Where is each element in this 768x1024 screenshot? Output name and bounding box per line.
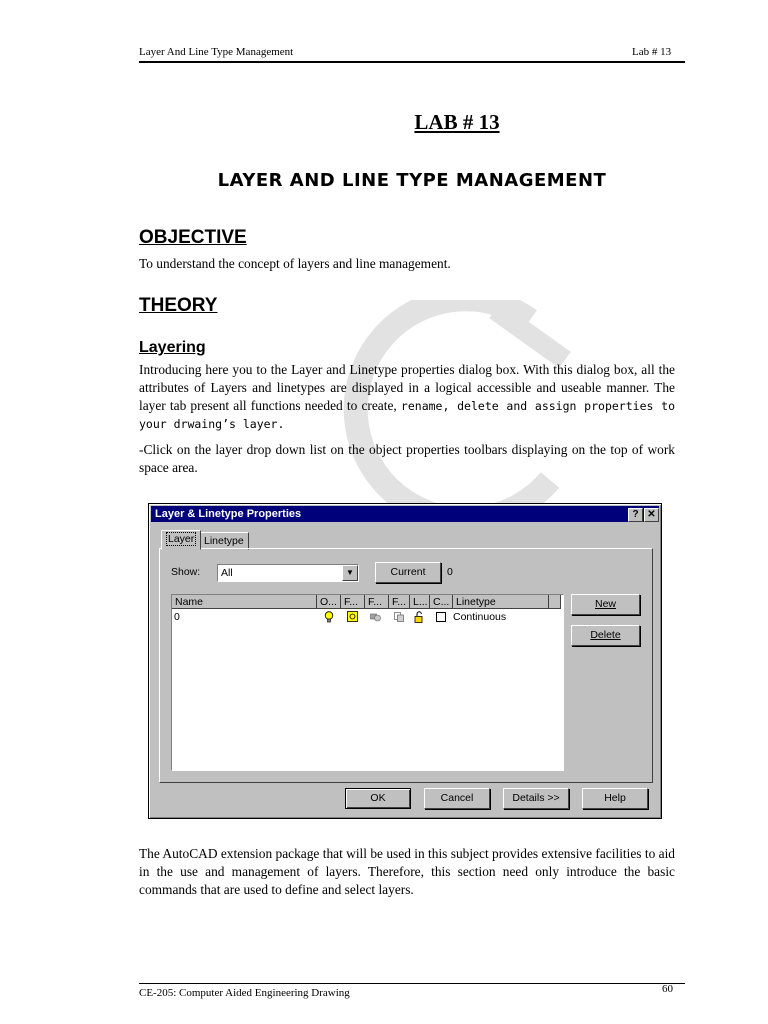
column-header-freeze-vp[interactable]: F... [365, 595, 389, 609]
tab-linetype[interactable]: Linetype [199, 532, 249, 550]
cancel-button[interactable]: Cancel [424, 788, 490, 809]
viewport-freeze-icon[interactable] [370, 612, 381, 622]
footer-course: CE-205: Computer Aided Engineering Drawing [139, 987, 350, 999]
linetype-cell[interactable]: Continuous [453, 611, 507, 623]
header-rule [139, 61, 685, 63]
show-filter-dropdown[interactable] [217, 564, 359, 582]
tab-layer[interactable]: Layer [161, 530, 201, 550]
delete-layer-button[interactable]: Delete [571, 625, 640, 646]
lab-title: LAB # 13 [414, 110, 500, 134]
layer-list[interactable] [171, 594, 564, 771]
current-button[interactable]: Current [375, 562, 441, 583]
dialog-title: Layer & Linetype Properties [155, 508, 302, 520]
table-row[interactable] [172, 610, 561, 624]
column-header-linetype[interactable]: Linetype [453, 595, 549, 609]
document-title: LAYER AND LINE TYPE MANAGEMENT [217, 170, 607, 191]
column-header-lock[interactable]: L... [410, 595, 430, 609]
layering-paragraph [139, 361, 675, 433]
column-header-on[interactable]: O... [317, 595, 341, 609]
objective-heading: OBJECTIVE [139, 227, 247, 248]
dialog-title-bar [151, 506, 659, 522]
close-icon[interactable]: ✕ [644, 508, 659, 522]
show-label: Show: [171, 566, 201, 578]
click-instruction-paragraph: -Click on the layer drop down list on the object properties toolbars displaying on the top of work space area. [139, 442, 675, 475]
column-header-freeze-new[interactable]: F... [389, 595, 410, 609]
ok-button[interactable]: OK [345, 788, 411, 809]
layering-paragraph-tail: rename, delete and assign properties to your drwaing’s layer. [139, 399, 675, 431]
show-filter-value: All [221, 567, 233, 579]
footer-rule [139, 983, 685, 984]
objective-text: To understand the concept of layers and line management. [139, 256, 451, 271]
sun-thawed-icon[interactable] [347, 611, 358, 622]
column-header-name[interactable]: Name [172, 595, 317, 609]
page-number: 60 [662, 983, 673, 995]
layer-name-cell: 0 [174, 611, 180, 623]
help-button[interactable]: Help [582, 788, 648, 809]
color-swatch-icon[interactable] [436, 612, 446, 622]
closing-paragraph: The AutoCAD extension package that will be used in this subject provides extensive facilities to aid in the use and management of layers. Therefore, this section need only introduce the basic commands that are used to define and select layers. [139, 846, 675, 897]
layering-subheading: Layering [139, 339, 206, 356]
details-button[interactable]: Details >> [503, 788, 569, 809]
lock-open-icon[interactable] [414, 611, 424, 623]
theory-heading: THEORY [139, 295, 218, 316]
layer-linetype-dialog [148, 503, 662, 819]
new-layer-button[interactable]: New [571, 594, 640, 615]
lightbulb-on-icon[interactable] [324, 611, 334, 623]
current-layer-value: 0 [447, 566, 453, 578]
column-header-color[interactable]: C... [430, 595, 453, 609]
new-viewport-freeze-icon[interactable] [394, 612, 404, 622]
chevron-down-icon[interactable]: ▼ [342, 565, 358, 581]
column-header-freeze[interactable]: F... [341, 595, 365, 609]
layering-paragraph-main: Introducing here you to the Layer and Linetype properties dialog box. With this dialog box, all the attributes of Layers and linetypes are displayed in a logical accessible and useable manner. The layer tab present all functions needed to create, [139, 362, 675, 413]
column-header-filler [549, 595, 561, 609]
help-title-button[interactable]: ? [628, 508, 643, 522]
running-header-lab: Lab # 13 [632, 46, 672, 58]
running-header-title: Layer And Line Type Management [139, 46, 294, 58]
